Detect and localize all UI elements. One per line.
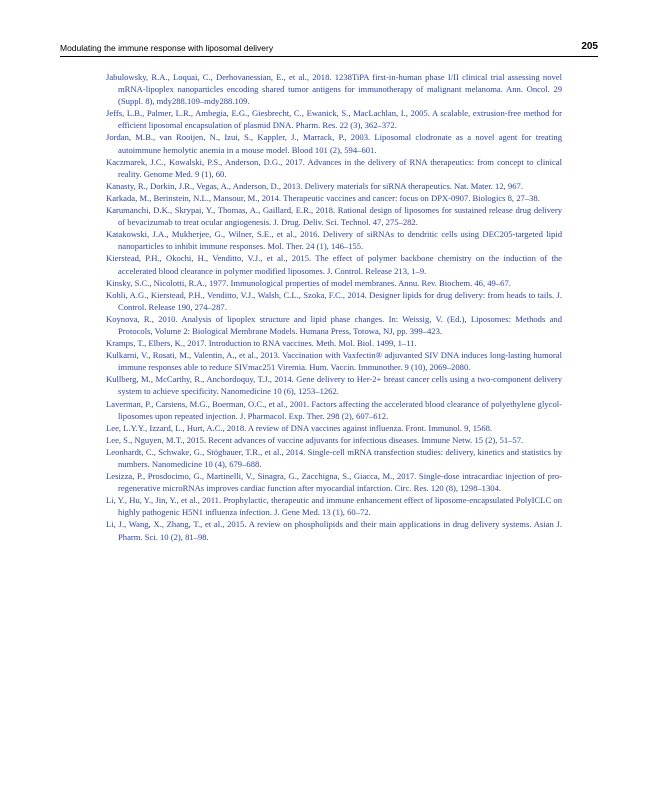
reference-item: Kulkarni, V., Rosati, M., Valentin, A., et al., 2013. Vaccination with Vaxfectin® adjuvanted SIV DNA induces long-lasting humoral immune responses able to reduce SIVmac251 Viremia. Hum. Vaccin. Immunother. 9 (10), 2069–2080. (106, 350, 562, 373)
reference-item: Leonhardt, C., Schwake, G., Stögbauer, T.R., et al., 2014. Single-cell mRNA transfection studies: delivery, kinetics and statistics by numbers. Nanomedicine 10 (4), 679–688. (106, 446, 562, 469)
reference-item: Li, J., Wang, X., Zhang, T., et al., 2015. A review on phospholipids and their main applications in drug delivery systems. Asian J. Pharm. Sci. 10 (2), 81–98. (106, 519, 562, 542)
reference-item: Li, Y., Hu, Y., Jin, Y., et al., 2011. Prophylactic, therapeutic and immune enhancement effect of liposome-encapsulated PolyICLC on highly pathogenic H5N1 influenza infection. J. Gene Med. 13 (1), 60–72. (106, 495, 562, 518)
reference-item: Kaczmarek, J.C., Kowalski, P.S., Anderson, D.G., 2017. Advances in the delivery of RNA therapeutics: from concept to clinical reality. Genome Med. 9 (1), 60. (106, 156, 562, 179)
reference-item: Kohli, A.G., Kierstead, P.H., Venditto, V.J., Walsh, C.L., Szoka, F.C., 2014. Designer lipids for drug delivery: from heads to tails. J. Control. Release 190, 274–287. (106, 289, 562, 312)
reference-item: Lesizza, P., Prosdocimo, G., Martinelli, V., Sinagra, G., Zacchigna, S., Giacca, M., 2017. Single-dose intracardiac injection of pro-regenerative microRNAs improves cardiac function after myocardial infarction. Circ. Res. 120 (8), 1298–1304. (106, 471, 562, 494)
reference-item: Katakowski, J.A., Mukherjee, G., Wilner, S.E., et al., 2016. Delivery of siRNAs to dendritic cells using DEC205-targeted lipid nanoparticles to inhibit immune responses. Mol. Ther. 24 (1), 146–155. (106, 229, 562, 252)
reference-item: Karkada, M., Berinstein, N.L., Mansour, M., 2014. Therapeutic vaccines and cancer: focus on DPX-0907. Biologics 8, 27–38. (106, 192, 540, 203)
reference-item: Koynova, R., 2010. Analysis of lipoplex structure and lipid phase changes. In: Weissig, V. (Ed.), Liposomes: Methods and Protocols, Volume 2: Biological Membrane Models. Humana Press, Totowa, NJ, pp. 399–423. (106, 313, 562, 336)
running-head (60, 40, 598, 54)
running-head-title: Modulating the immune response with liposomal delivery (60, 43, 274, 53)
reference-list (106, 71, 562, 543)
reference-item: Laverman, P., Carstens, M.G., Boerman, O.C., et al., 2001. Factors affecting the accelerated blood clearance of polyethylene glycol-liposomes upon repeated injection. J. Pharmacol. Exp. Ther. 298 (2), 607–612. (106, 398, 562, 421)
reference-item: Lee, S., Nguyen, M.T., 2015. Recent advances of vaccine adjuvants for infectious diseases. Immune Netw. 15 (2), 51–57. (106, 434, 524, 445)
reference-item: Karumanchi, D.K., Skrypai, Y., Thomas, A., Gaillard, E.R., 2018. Rational design of liposomes for sustained release drug delivery of bevacizumab to treat ocular angiogenesis. J. Drug. Deliv. Sci. Technol. 47, 275–282. (106, 205, 562, 228)
reference-item: Kierstead, P.H., Okochi, H., Venditto, V.J., et al., 2015. The effect of polymer backbone chemistry on the induction of the accelerated blood clearance in polymer modified liposomes. J. Control. Release 213, 1–9. (106, 253, 562, 276)
reference-item: Jabulowsky, R.A., Loquai, C., Derhovanessian, E., et al., 2018. 1238TiPA first-in-human phase I/II clinical trial assessing novel mRNA-lipoplex nanoparticles encoding shared tumor antigens for immunotherapy of malignant melanoma. Ann. Oncol. 29 (Suppl. 8), mdy288.109–mdy288.109. (106, 72, 562, 107)
reference-item: Kinsky, S.C., Nicolotti, R.A., 1977. Immunological properties of model membranes. Annu. Rev. Biochem. 46, 49–67. (106, 277, 511, 288)
reference-item: Kanasty, R., Dorkin, J.R., Vegas, A., Anderson, D., 2013. Delivery materials for siRNA therapeutics. Nat. Mater. 12, 967. (106, 180, 523, 191)
reference-item: Kullberg, M., McCarthy, R., Anchordoquy, T.J., 2014. Gene delivery to Her-2+ breast cancer cells using a two-component delivery system to achieve specificity. Nanomedicine 10 (6), 1253–1262. (106, 374, 562, 397)
page-number: 205 (581, 41, 598, 52)
reference-item: Jordan, M.B., van Rooijen, N., Izui, S., Kappler, J., Marrack, P., 2003. Liposomal clodronate as a novel agent for treating autoimmune hemolytic anemia in a mouse model. Blood 101 (2), 594–601. (106, 132, 562, 155)
reference-item: Jeffs, L.B., Palmer, L.R., Ambegia, E.G., Giesbrecht, C., Ewanick, S., MacLachlan, I., 2005. A scalable, extrusion-free method for efficient liposomal encapsulation of plasmid DNA. Pharm. Res. 22 (3), 362–372. (106, 108, 562, 131)
reference-item: Kramps, T., Elbers, K., 2017. Introduction to RNA vaccines. Meth. Mol. Biol. 1499, 1–11. (106, 338, 417, 349)
header-rule (60, 56, 598, 57)
reference-item: Lee, L.Y.Y., Izzard, L., Hurt, A.C., 2018. A review of DNA vaccines against influenza. Front. Immunol. 9, 1568. (106, 422, 493, 433)
